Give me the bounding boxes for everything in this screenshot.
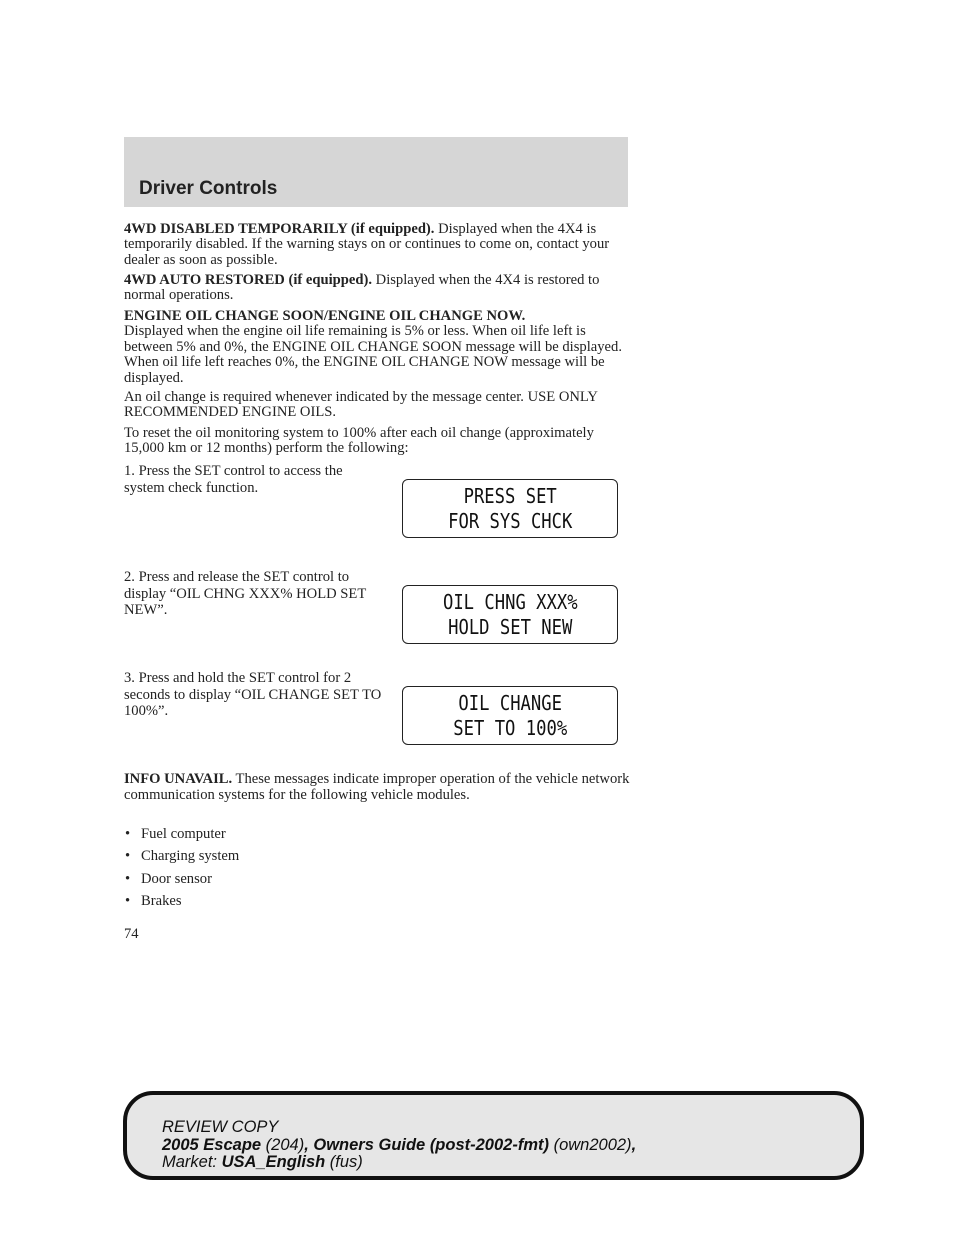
paragraph-reset-intro: To reset the oil monitoring system to 100% after each oil change (approximately 15,000 km or 12 months) perform the following: xyxy=(124,425,594,457)
text-4wd-restored: Displayed when the 4X4 is restored to normal operations. xyxy=(124,272,600,304)
lcd-line-1: OIL CHNG XXX% xyxy=(442,589,578,614)
step-1-text: 1. Press the SET control to access the system check function. xyxy=(124,463,343,496)
bullet-icon: • xyxy=(125,893,131,910)
lcd-line-2: HOLD SET NEW xyxy=(447,614,573,639)
heading-4wd-restored: 4WD AUTO RESTORED (if equipped). xyxy=(124,272,373,288)
paragraph-4wd-disabled xyxy=(124,222,630,268)
footer-market-code: (fus) xyxy=(325,1153,363,1171)
step-2-text: 2. Press and release the SET control to display “OIL CHNG XXX% HOLD SET NEW”. xyxy=(124,569,366,619)
footer-model-code: (204) xyxy=(261,1135,305,1154)
list-item-label: Charging system xyxy=(141,848,240,865)
list-item-label: Fuel computer xyxy=(141,826,226,842)
footer-review-copy: REVIEW COPY xyxy=(162,1118,279,1136)
lcd-line-1: PRESS SET xyxy=(463,483,557,508)
list-item-label: Door sensor xyxy=(141,870,212,887)
heading-4wd-disabled: 4WD DISABLED TEMPORARILY (if equipped). xyxy=(124,221,435,237)
list-item xyxy=(124,826,239,848)
text-info-unavail: These messages indicate improper operation of the vehicle network communication systems for the following vehicle modules. xyxy=(124,771,630,804)
list-item-label: Brakes xyxy=(141,893,182,910)
module-list xyxy=(124,826,239,916)
footer-text xyxy=(162,1119,636,1172)
section-title: Driver Controls xyxy=(139,178,278,199)
lcd-display-step-2 xyxy=(402,585,618,644)
lcd-display-step-3 xyxy=(402,686,618,745)
footer-guide: Owners Guide (post-2002-fmt) xyxy=(313,1135,549,1154)
page-number: 74 xyxy=(124,926,139,942)
footer-guide-code: (own2002) xyxy=(549,1135,632,1154)
paragraph-info-unavail xyxy=(124,771,630,804)
paragraph-4wd-restored xyxy=(124,273,630,304)
text-oil-change: Displayed when the engine oil life remaining is 5% or less. When oil life left is between 5% and 0%, the ENGINE OIL CHANGE SOON message will be displayed. When oil life left reaches 0%, the ENGINE OIL CHANGE NOW message will be displayed. xyxy=(124,323,622,386)
heading-oil-change: ENGINE OIL CHANGE SOON/ENGINE OIL CHANGE NOW. xyxy=(124,308,526,324)
footer-market-label: Market: xyxy=(162,1153,222,1171)
bullet-icon: • xyxy=(125,826,131,842)
text-4wd-disabled: Displayed when the 4X4 is temporarily disabled. If the warning stays on or continues to come on, contact your dealer as soon as possible. xyxy=(124,221,610,268)
lcd-line-2: SET TO 100% xyxy=(453,715,567,740)
footer-model: 2005 Escape xyxy=(162,1135,262,1154)
footer-separator: , xyxy=(631,1135,637,1154)
lcd-display-step-1 xyxy=(402,479,618,538)
heading-info-unavail: INFO UNAVAIL. xyxy=(124,771,233,787)
lcd-line-2: FOR SYS CHCK xyxy=(447,508,573,533)
footer-separator: , xyxy=(304,1135,314,1154)
list-item xyxy=(124,848,239,870)
bullet-icon: • xyxy=(125,848,131,865)
list-item xyxy=(124,871,239,893)
paragraph-oil-required: An oil change is required whenever indicated by the message center. USE ONLY RECOMMENDED ENGINE OILS. xyxy=(124,389,598,421)
paragraph-oil-change xyxy=(124,309,630,386)
step-3-text: 3. Press and hold the SET control for 2 seconds to display “OIL CHANGE SET TO 100%”. xyxy=(124,670,382,720)
lcd-line-1: OIL CHANGE xyxy=(458,690,562,715)
footer-market: USA_English xyxy=(221,1153,326,1171)
bullet-icon: • xyxy=(125,870,131,887)
list-item xyxy=(124,893,239,915)
